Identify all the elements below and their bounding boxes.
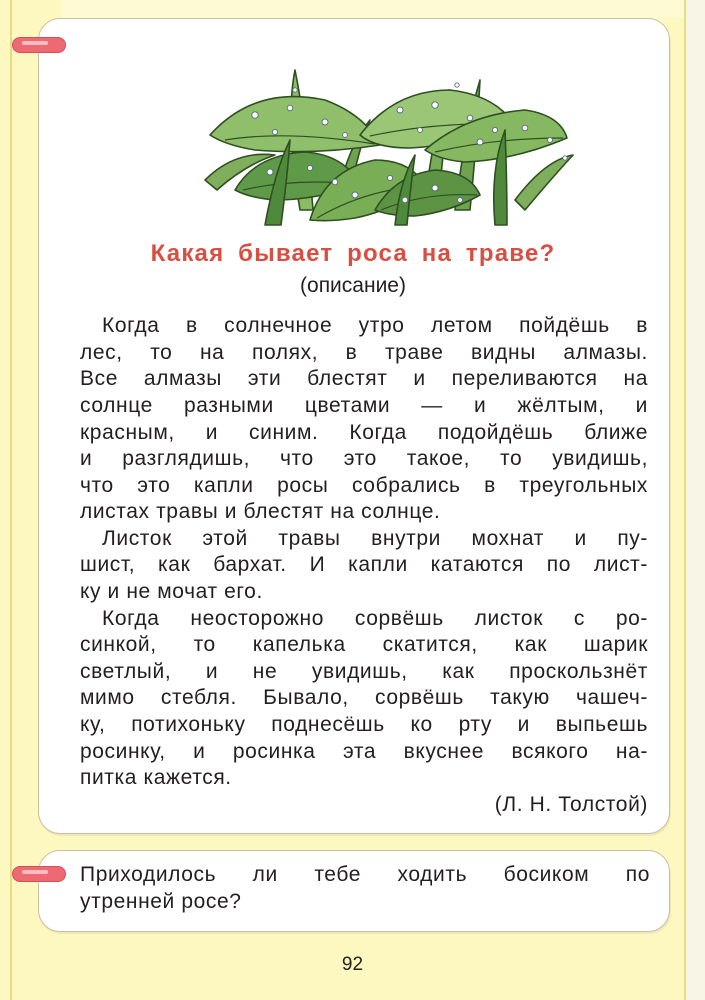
text-line: Когда в солнечное утро летом пойдёшь в [102,314,648,337]
text-line: ку и не мочат его. [80,580,263,603]
text-line: листах травы и блестят на солнце. [80,500,441,523]
text-line: питка кажется. [80,766,232,789]
page-edge [686,0,705,1000]
text-line: Когда неосторожно сорвёшь листок с ро- [102,607,648,630]
text-line: Листок этой травы внутри мохнат и пу- [102,527,648,550]
text-line: солнце разными цветами — и жёлтым, и [80,394,648,417]
text-line: шист, как бархат. И капли катаются по лист- [80,553,648,576]
page-frame-left [10,0,12,1000]
section-marker-icon [12,37,66,53]
story-subtitle: (описание) [300,274,406,297]
text-line: ку, потихоньку поднесёшь ко рту и выпьешь [80,713,648,736]
text-line: красным, и синим. Когда подойдёшь ближе [80,421,648,444]
text-line: светлый, и не увидишь, как проскользнёт [80,660,648,683]
question-marker-icon [12,866,66,882]
top-strip [62,0,684,18]
text-line: Все алмазы эти блестят и переливаются на [80,367,648,390]
question-text: Приходилось ли тебе ходить босиком по [80,863,650,886]
text-line: росинку, и росинка эта вкуснее всякого на- [80,740,648,763]
text-line: лес, то на полях, в траве видны алмазы. [80,341,648,364]
text-line: синкой, то капелька скатится, как шарик [80,633,648,656]
question-text: утренней росе? [80,890,242,913]
text-line: что это капли росы собрались в треугольных [80,474,648,497]
text-line: мимо стебля. Бывало, сорвёшь такую чашеч- [80,686,648,709]
text-line: и разглядишь, что это такое, то увидишь, [80,447,648,470]
grass-illustration [195,60,575,230]
story-author: (Л. Н. Толстой) [494,793,648,816]
page-number: 92 [341,954,364,975]
story-title: Какая бывает роса на траве? [150,240,556,267]
